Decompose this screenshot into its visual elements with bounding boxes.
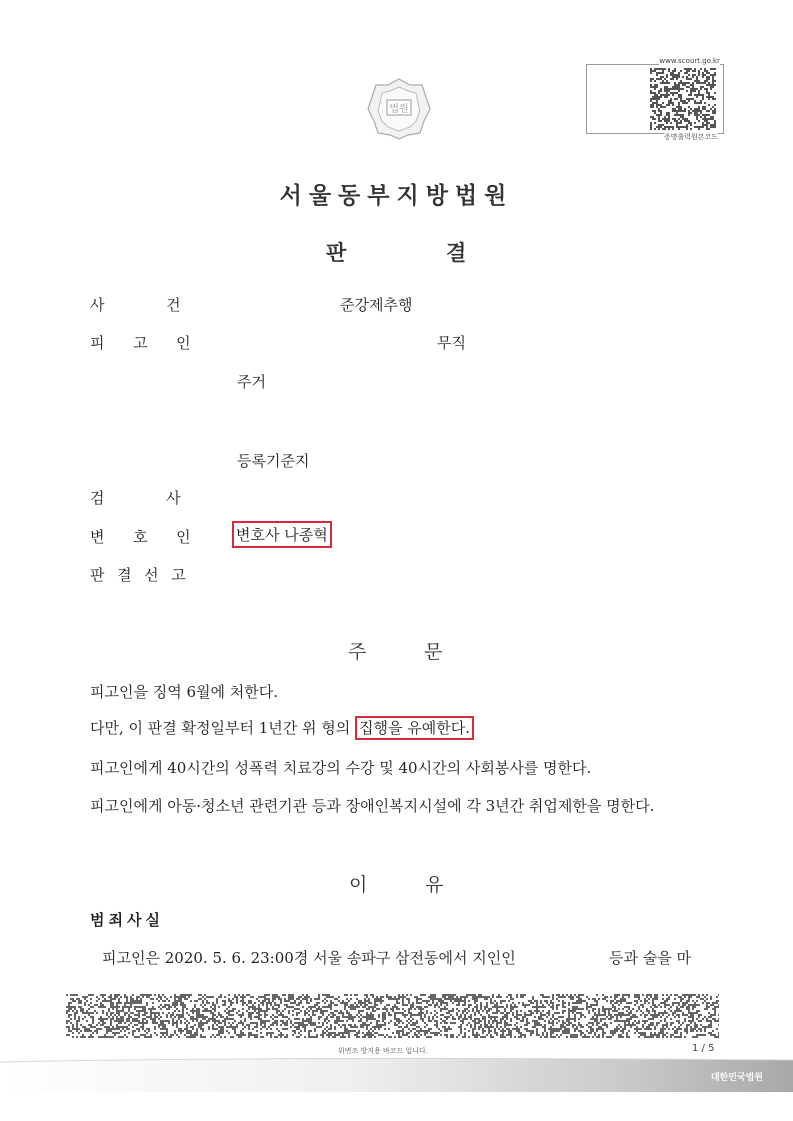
counsel-label-char: 호 (133, 528, 148, 546)
anti-forgery-barcode (66, 994, 719, 1038)
registered-domicile-label: 등록기준지 (237, 452, 310, 470)
svg-text:법원: 법원 (389, 104, 409, 115)
verdict-date-label (90, 564, 186, 585)
order-line-2 (90, 717, 474, 738)
prosecutor-label-char: 검 (90, 489, 105, 507)
verdict-label-char: 고 (171, 566, 186, 584)
case-label-char: 사 (90, 296, 105, 314)
prosecutor-label (90, 487, 181, 508)
defendant-label-char: 고 (133, 334, 148, 352)
defendant-label-char: 인 (176, 334, 191, 352)
defendant-label (90, 332, 191, 353)
case-label (90, 294, 181, 315)
footer-band (0, 1054, 793, 1092)
prosecutor-label-char: 사 (166, 489, 181, 507)
verification-code-box (586, 57, 724, 141)
verdict-label-char: 결 (117, 566, 132, 584)
reason-heading-left: 이 (349, 874, 368, 896)
verdict-label-char: 판 (90, 566, 105, 584)
criminal-facts-heading: 범죄사실 (90, 911, 164, 929)
suspended-sentence-highlight: 집행을 유예한다. (355, 716, 474, 740)
doc-title-right: 결 (446, 241, 467, 265)
counsel-name: 변호사 나종혁 (232, 521, 332, 548)
court-name: 서울동부지방법원 (279, 183, 514, 209)
page-number: 1 / 5 (692, 1043, 715, 1054)
order-line-3: 피고인에게 40시간의 성폭력 치료강의 수강 및 40시간의 사회봉사를 명한다. (90, 759, 592, 777)
reason-heading-right: 유 (425, 874, 444, 896)
court-seal-emblem (366, 77, 432, 141)
order-line-2-prefix: 다만, 이 판결 확정일부터 1년간 위 형의 (90, 719, 356, 737)
order-heading-right: 문 (424, 641, 443, 663)
criminal-facts-line-1b: 등과 술을 마 (609, 949, 691, 967)
defendant-label-char: 피 (90, 334, 105, 352)
qr-code-icon (650, 68, 716, 130)
defendant-occupation: 무직 (437, 334, 466, 352)
address-label: 주거 (237, 373, 266, 391)
order-line-4: 피고인에게 아동·청소년 관련기관 등과 장애인복지시설에 각 3년간 취업제한을 명한다. (90, 797, 655, 815)
criminal-facts-line-1a: 피고인은 2020. 5. 6. 23:00경 서울 송파구 삼전동에서 지인인 (102, 949, 516, 967)
counsel-label (90, 526, 191, 547)
counsel-label-char: 변 (90, 528, 105, 546)
case-label-char: 건 (166, 296, 181, 314)
order-line-1: 피고인을 징역 6월에 처한다. (90, 683, 279, 701)
doc-title-left: 판 (326, 241, 347, 265)
order-heading-left: 주 (348, 641, 367, 663)
court-brand-logo: 대한민국법원 (710, 1073, 763, 1083)
court-url: www.scourt.go.kr (659, 57, 720, 65)
barcode-caption: 위변조 방지용 바코드 입니다. (338, 1047, 429, 1055)
case-value: 준강제추행 (340, 296, 413, 314)
verification-code-caption: 증명출력원본코드 (663, 133, 718, 141)
counsel-label-char: 인 (176, 528, 191, 546)
verdict-label-char: 선 (144, 566, 159, 584)
